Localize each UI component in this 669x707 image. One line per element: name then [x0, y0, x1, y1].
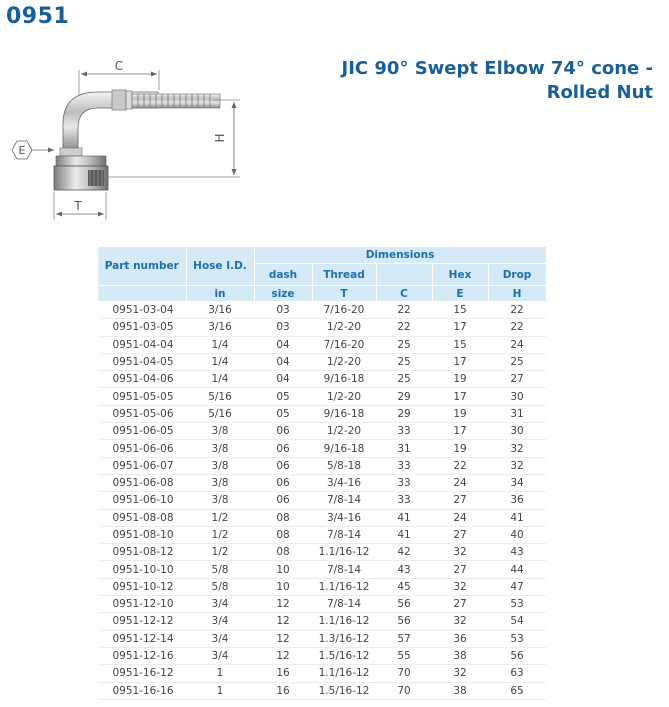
- cell-part-number: 0951-06-08: [98, 474, 186, 491]
- cell-hex-e: 24: [432, 474, 488, 491]
- table-row: [98, 319, 546, 336]
- cell-dash-size: 06: [254, 474, 312, 491]
- cell-part-number: 0951-12-12: [98, 613, 186, 630]
- cell-dash-size: 12: [254, 596, 312, 613]
- cell-part-number: 0951-03-04: [98, 302, 186, 319]
- table-row: [98, 302, 546, 319]
- cell-drop-h: 34: [488, 474, 546, 491]
- cell-hose-id: 3/8: [186, 457, 254, 474]
- dimensions-table: [98, 247, 547, 700]
- header-drop: Drop: [488, 264, 546, 286]
- cell-dash-size: 08: [254, 526, 312, 543]
- cell-part-number: 0951-03-05: [98, 319, 186, 336]
- cell-drop-h: 53: [488, 596, 546, 613]
- cell-drop-h: 30: [488, 388, 546, 405]
- cell-hose-id: 1/4: [186, 336, 254, 353]
- hose-tail: [132, 94, 220, 108]
- table-row: [98, 665, 546, 682]
- unit-e: E: [432, 286, 488, 302]
- table-row: [98, 509, 546, 526]
- cell-drop-h: 44: [488, 561, 546, 578]
- cell-hose-id: 3/16: [186, 302, 254, 319]
- unit-size: size: [254, 286, 312, 302]
- cell-thread: 9/16-18: [312, 405, 376, 422]
- cell-thread: 3/4-16: [312, 509, 376, 526]
- cell-dim-c: 29: [376, 388, 432, 405]
- cell-hex-e: 19: [432, 405, 488, 422]
- cell-thread: 7/8-14: [312, 596, 376, 613]
- cell-dim-c: 33: [376, 474, 432, 491]
- table-row: [98, 596, 546, 613]
- table-row: [98, 492, 546, 509]
- cell-hex-e: 17: [432, 319, 488, 336]
- cell-part-number: 0951-04-06: [98, 371, 186, 388]
- cell-drop-h: 63: [488, 665, 546, 682]
- table-row: [98, 474, 546, 491]
- table-row: [98, 544, 546, 561]
- cell-dash-size: 10: [254, 561, 312, 578]
- table-header: [98, 247, 546, 302]
- cell-hex-e: 15: [432, 336, 488, 353]
- cell-part-number: 0951-10-10: [98, 561, 186, 578]
- cell-dash-size: 12: [254, 613, 312, 630]
- cell-hex-e: 38: [432, 682, 488, 699]
- cell-part-number: 0951-06-07: [98, 457, 186, 474]
- cell-hex-e: 27: [432, 596, 488, 613]
- header-blank: [376, 264, 432, 286]
- cell-hose-id: 1/2: [186, 544, 254, 561]
- cell-thread: 7/8-14: [312, 526, 376, 543]
- cell-dash-size: 08: [254, 544, 312, 561]
- cell-hex-e: 15: [432, 302, 488, 319]
- cell-hose-id: 5/8: [186, 578, 254, 595]
- table-row: [98, 578, 546, 595]
- cell-drop-h: 40: [488, 526, 546, 543]
- table-row: [98, 457, 546, 474]
- title-line-2: Rolled Nut: [546, 82, 653, 103]
- cell-hex-e: 17: [432, 423, 488, 440]
- cell-thread: 1.5/16-12: [312, 647, 376, 664]
- cell-hose-id: 3/16: [186, 319, 254, 336]
- cell-hex-e: 24: [432, 509, 488, 526]
- dim-label-t: T: [74, 199, 82, 213]
- cell-part-number: 0951-08-08: [98, 509, 186, 526]
- cell-part-number: 0951-04-05: [98, 353, 186, 370]
- cell-drop-h: 56: [488, 647, 546, 664]
- cell-drop-h: 22: [488, 319, 546, 336]
- cell-drop-h: 43: [488, 544, 546, 561]
- cell-drop-h: 27: [488, 371, 546, 388]
- header-part-number: Part number: [98, 247, 186, 286]
- cell-thread: 7/8-14: [312, 492, 376, 509]
- cell-dash-size: 12: [254, 630, 312, 647]
- table-row: [98, 388, 546, 405]
- cell-thread: 1.5/16-12: [312, 682, 376, 699]
- header-hose-id: Hose I.D.: [186, 247, 254, 286]
- cell-drop-h: 25: [488, 353, 546, 370]
- cell-thread: 7/8-14: [312, 561, 376, 578]
- header-thread: Thread: [312, 264, 376, 286]
- table-row: [98, 423, 546, 440]
- cell-hex-e: 22: [432, 457, 488, 474]
- cell-dash-size: 10: [254, 578, 312, 595]
- cell-part-number: 0951-12-10: [98, 596, 186, 613]
- header-dimensions: Dimensions: [254, 247, 546, 264]
- cell-dash-size: 08: [254, 509, 312, 526]
- cell-hex-e: 36: [432, 630, 488, 647]
- cell-dash-size: 06: [254, 492, 312, 509]
- cell-thread: 1.1/16-12: [312, 544, 376, 561]
- cell-thread: 1/2-20: [312, 423, 376, 440]
- cell-thread: 1/2-20: [312, 319, 376, 336]
- cell-hose-id: 3/4: [186, 613, 254, 630]
- cell-part-number: 0951-06-05: [98, 423, 186, 440]
- cell-dim-c: 41: [376, 509, 432, 526]
- cell-hose-id: 5/8: [186, 561, 254, 578]
- cell-hose-id: 3/4: [186, 596, 254, 613]
- cell-hose-id: 5/16: [186, 405, 254, 422]
- cell-hose-id: 1/2: [186, 526, 254, 543]
- table-row: [98, 647, 546, 664]
- cell-dash-size: 04: [254, 371, 312, 388]
- table-row: [98, 630, 546, 647]
- cell-thread: 1.3/16-12: [312, 630, 376, 647]
- cell-dash-size: 04: [254, 336, 312, 353]
- cell-drop-h: 54: [488, 613, 546, 630]
- cell-thread: 1/2-20: [312, 388, 376, 405]
- cell-hose-id: 5/16: [186, 388, 254, 405]
- cell-part-number: 0951-16-16: [98, 682, 186, 699]
- cell-part-number: 0951-06-10: [98, 492, 186, 509]
- cell-hex-e: 19: [432, 371, 488, 388]
- cell-dim-c: 25: [376, 371, 432, 388]
- cell-hex-e: 38: [432, 647, 488, 664]
- table-row: [98, 561, 546, 578]
- dim-label-c: C: [114, 59, 124, 73]
- cell-dim-c: 22: [376, 302, 432, 319]
- cell-thread: 1.1/16-12: [312, 665, 376, 682]
- unit-c: C: [376, 286, 432, 302]
- cell-hex-e: 32: [432, 578, 488, 595]
- header-hex: Hex: [432, 264, 488, 286]
- table-row: [98, 682, 546, 699]
- cell-hose-id: 3/4: [186, 647, 254, 664]
- cell-dash-size: 12: [254, 647, 312, 664]
- dim-label-h: H: [213, 133, 227, 143]
- cell-hose-id: 1/4: [186, 353, 254, 370]
- cell-drop-h: 22: [488, 302, 546, 319]
- dimension-h: [108, 100, 240, 177]
- cell-dim-c: 57: [376, 630, 432, 647]
- cell-thread: 9/16-18: [312, 371, 376, 388]
- cell-drop-h: 24: [488, 336, 546, 353]
- cell-drop-h: 36: [488, 492, 546, 509]
- table-row: [98, 405, 546, 422]
- cell-part-number: 0951-06-06: [98, 440, 186, 457]
- cell-dim-c: 45: [376, 578, 432, 595]
- cell-thread: 1.1/16-12: [312, 578, 376, 595]
- cell-hex-e: 32: [432, 544, 488, 561]
- dimension-t: [54, 192, 106, 220]
- cell-dim-c: 56: [376, 596, 432, 613]
- product-title: [333, 57, 653, 105]
- cell-hex-e: 19: [432, 440, 488, 457]
- cell-dash-size: 03: [254, 302, 312, 319]
- rolled-nut: [54, 148, 108, 190]
- cell-hose-id: 3/8: [186, 492, 254, 509]
- cell-dash-size: 06: [254, 440, 312, 457]
- cell-part-number: 0951-04-04: [98, 336, 186, 353]
- cell-hex-e: 27: [432, 492, 488, 509]
- cell-hex-e: 27: [432, 526, 488, 543]
- cell-dash-size: 03: [254, 319, 312, 336]
- cell-part-number: 0951-12-14: [98, 630, 186, 647]
- table-row: [98, 336, 546, 353]
- fitting-drawing: [8, 52, 258, 224]
- cell-hex-e: 17: [432, 388, 488, 405]
- cell-part-number: 0951-12-16: [98, 647, 186, 664]
- cell-dim-c: 41: [376, 526, 432, 543]
- cell-dash-size: 04: [254, 353, 312, 370]
- cell-dim-c: 33: [376, 457, 432, 474]
- cell-thread: 9/16-18: [312, 440, 376, 457]
- cell-dim-c: 70: [376, 665, 432, 682]
- cell-part-number: 0951-08-10: [98, 526, 186, 543]
- cell-dim-c: 25: [376, 336, 432, 353]
- cell-drop-h: 32: [488, 457, 546, 474]
- unit-t: T: [312, 286, 376, 302]
- cell-hose-id: 1/2: [186, 509, 254, 526]
- unit-in: in: [186, 286, 254, 302]
- cell-dash-size: 16: [254, 682, 312, 699]
- cell-dim-c: 33: [376, 423, 432, 440]
- title-line-1: JIC 90° Swept Elbow 74° cone -: [341, 58, 653, 79]
- cell-hex-e: 32: [432, 665, 488, 682]
- cell-hose-id: 3/8: [186, 474, 254, 491]
- table-row: [98, 371, 546, 388]
- cell-part-number: 0951-10-12: [98, 578, 186, 595]
- cell-hex-e: 17: [432, 353, 488, 370]
- hex-e-marker: [12, 141, 54, 159]
- cell-dim-c: 33: [376, 492, 432, 509]
- cell-hose-id: 3/8: [186, 440, 254, 457]
- cell-drop-h: 32: [488, 440, 546, 457]
- cell-dash-size: 06: [254, 423, 312, 440]
- cell-dim-c: 56: [376, 613, 432, 630]
- table-body: [98, 302, 546, 700]
- unit-blank: [98, 286, 186, 302]
- cell-dash-size: 16: [254, 665, 312, 682]
- cell-part-number: 0951-08-12: [98, 544, 186, 561]
- cell-drop-h: 30: [488, 423, 546, 440]
- dim-label-e: E: [18, 144, 26, 157]
- cell-thread: 3/4-16: [312, 474, 376, 491]
- cell-thread: 1.1/16-12: [312, 613, 376, 630]
- table-row: [98, 440, 546, 457]
- cell-dash-size: 05: [254, 388, 312, 405]
- cell-thread: 7/16-20: [312, 302, 376, 319]
- table-row: [98, 613, 546, 630]
- cell-part-number: 0951-05-06: [98, 405, 186, 422]
- cell-drop-h: 53: [488, 630, 546, 647]
- cell-hose-id: 3/8: [186, 423, 254, 440]
- unit-h: H: [488, 286, 546, 302]
- table-row: [98, 353, 546, 370]
- cell-thread: 5/8-18: [312, 457, 376, 474]
- cell-drop-h: 41: [488, 509, 546, 526]
- cell-dim-c: 42: [376, 544, 432, 561]
- cell-dim-c: 31: [376, 440, 432, 457]
- cell-thread: 1/2-20: [312, 353, 376, 370]
- cell-hose-id: 1: [186, 682, 254, 699]
- cell-thread: 7/16-20: [312, 336, 376, 353]
- cell-drop-h: 47: [488, 578, 546, 595]
- cell-dash-size: 05: [254, 405, 312, 422]
- cell-hose-id: 1: [186, 665, 254, 682]
- cell-part-number: 0951-05-05: [98, 388, 186, 405]
- cell-hex-e: 27: [432, 561, 488, 578]
- cell-dim-c: 29: [376, 405, 432, 422]
- cell-hex-e: 32: [432, 613, 488, 630]
- cell-dim-c: 22: [376, 319, 432, 336]
- cell-hose-id: 3/4: [186, 630, 254, 647]
- cell-dim-c: 25: [376, 353, 432, 370]
- table-row: [98, 526, 546, 543]
- cell-dash-size: 06: [254, 457, 312, 474]
- cell-dim-c: 70: [376, 682, 432, 699]
- cell-part-number: 0951-16-12: [98, 665, 186, 682]
- product-code: 0951: [6, 4, 70, 29]
- header-dash: dash: [254, 264, 312, 286]
- cell-dim-c: 43: [376, 561, 432, 578]
- cell-hose-id: 1/4: [186, 371, 254, 388]
- cell-drop-h: 65: [488, 682, 546, 699]
- cell-drop-h: 31: [488, 405, 546, 422]
- cell-dim-c: 55: [376, 647, 432, 664]
